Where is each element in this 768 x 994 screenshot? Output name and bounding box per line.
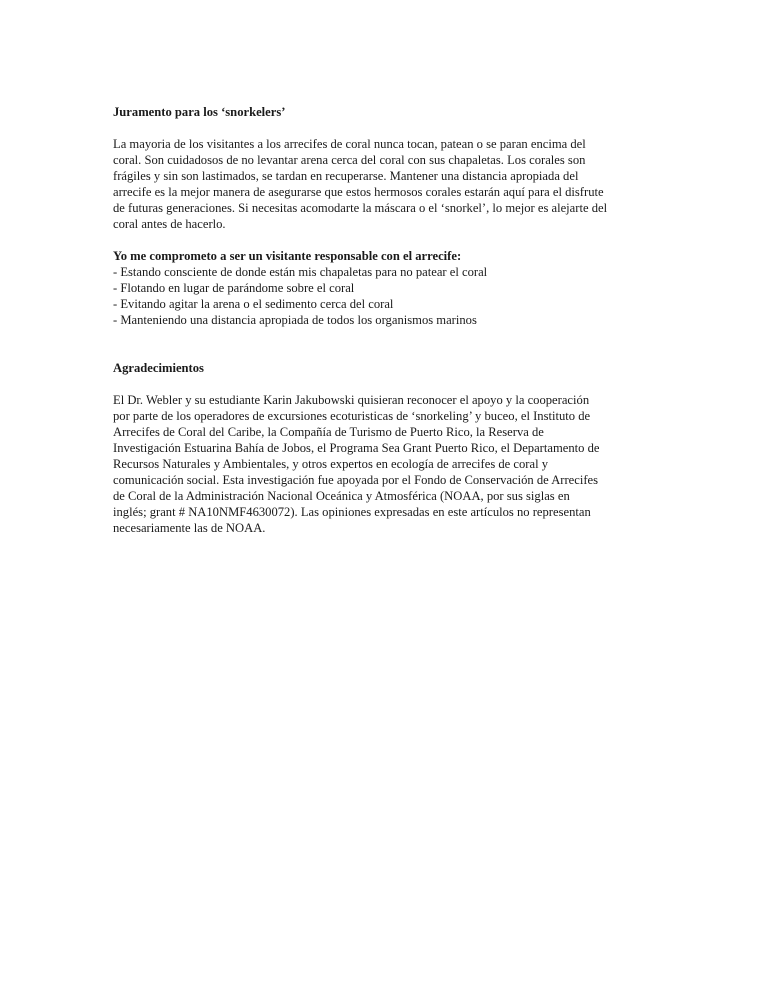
acknowledgements-paragraph — [113, 392, 658, 536]
paragraph-line: inglés; grant # NA10NMF4630072). Las opiniones expresadas en este artículos no representan — [113, 505, 591, 519]
paragraph-line: de futuras generaciones. Si necesitas acomodarte la máscara o el ‘snorkel’, lo mejor es alejarte del — [113, 201, 608, 215]
paragraph-line: coral. Son cuidadosos de no levantar arena cerca del coral con sus chapaletas. Los corales son — [113, 153, 586, 167]
commitment-item: - Flotando en lugar de parándome sobre el coral — [113, 281, 355, 295]
spacer — [113, 328, 658, 360]
oath-title: Juramento para los ‘snorkelers’ — [113, 105, 286, 119]
paragraph-line: necesariamente las de NOAA. — [113, 521, 266, 535]
paragraph-line: por parte de los operadores de excursiones ecoturisticas de ‘snorkeling’ y buceo, el Instituto de — [113, 409, 591, 423]
paragraph-line: Investigación Estuarina Bahía de Jobos, el Programa Sea Grant Puerto Rico, el Departamento de — [113, 441, 600, 455]
document-page — [113, 104, 658, 536]
oath-intro-paragraph — [113, 136, 658, 232]
commitment-item: - Evitando agitar la arena o el sedimento cerca del coral — [113, 297, 394, 311]
paragraph-line: El Dr. Webler y su estudiante Karin Jakubowski quisieran reconocer el apoyo y la cooperación — [113, 393, 590, 407]
commitment-heading: Yo me comprometo a ser un visitante responsable con el arrecife: — [113, 249, 462, 263]
commitment-item: - Manteniendo una distancia apropiada de todos los organismos marinos — [113, 313, 477, 327]
spacer — [113, 120, 658, 136]
paragraph-line: Arrecifes de Coral del Caribe, la Compañía de Turismo de Puerto Rico, la Reserva de — [113, 425, 544, 439]
paragraph-line: de Coral de la Administración Nacional Oceánica y Atmosférica (NOAA, por sus siglas en — [113, 489, 570, 503]
spacer — [113, 232, 658, 248]
paragraph-line: frágiles y sin son lastimados, se tardan en recuperarse. Mantener una distancia apropiada del — [113, 169, 579, 183]
commitment-item: - Estando consciente de donde están mis chapaletas para no patear el coral — [113, 265, 488, 279]
paragraph-line: arrecife es la mejor manera de asegurarse que estos hermosos corales estarán aquí para el disfrute — [113, 185, 604, 199]
commitment-list — [113, 264, 658, 328]
acknowledgements-title: Agradecimientos — [113, 361, 204, 375]
paragraph-line: coral antes de hacerlo. — [113, 217, 226, 231]
paragraph-line: Recursos Naturales y Ambientales, y otros expertos en ecología de arrecifes de coral y — [113, 457, 549, 471]
paragraph-line: La mayoria de los visitantes a los arrecifes de coral nunca tocan, patean o se paran encima del — [113, 137, 586, 151]
spacer — [113, 376, 658, 392]
paragraph-line: comunicación social. Esta investigación fue apoyada por el Fondo de Conservación de Arrecifes — [113, 473, 599, 487]
